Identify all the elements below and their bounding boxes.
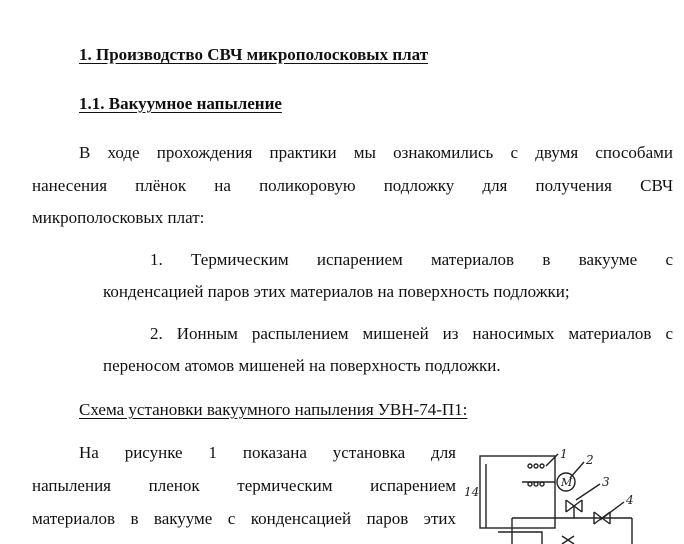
list-item-2-line-2: переносом атомов мишеней на поверхность подложки. bbox=[103, 356, 501, 375]
label-4: 4 bbox=[626, 493, 634, 507]
intro-line-3: микрополосковых плат: bbox=[32, 208, 205, 227]
pipe-1 bbox=[512, 506, 574, 518]
valve-bottom bbox=[562, 536, 574, 544]
scheme-title: Схема установки вакуумного напыления УВН-74-П1: bbox=[79, 400, 468, 419]
body-line-1: На рисунке 1 показана установка для bbox=[79, 443, 456, 462]
heading-1: 1. Производство СВЧ микрополосковых плат bbox=[79, 45, 429, 64]
intro-line-2: нанесения плёнок на поликоровую подложку для получения СВЧ bbox=[32, 176, 673, 195]
heading-1-1: 1.1. Вакуумное напыление bbox=[79, 94, 282, 113]
list-item-1-line-2: конденсацией паров этих материалов на поверхность подложки; bbox=[103, 282, 570, 301]
list-item-1-line-1: 1. Термическим испарением материалов в вакууме с bbox=[150, 250, 673, 269]
motor-label: M bbox=[561, 476, 573, 489]
list-item-2-line-1: 2. Ионным распылением мишеней из наносимых материалов с bbox=[150, 324, 673, 343]
body-line-3: материалов в вакууме с конденсацией паров этих bbox=[32, 509, 456, 528]
body-line-2: напыления пленок термическим испарением bbox=[32, 476, 456, 495]
label-1: 1 bbox=[560, 448, 568, 461]
intro-line-1: В ходе прохождения практики мы ознакомились с двумя способами bbox=[79, 143, 673, 162]
pipe-5 bbox=[498, 532, 542, 544]
diagram-svg bbox=[462, 448, 684, 544]
label-2: 2 bbox=[586, 453, 594, 467]
label-14: 14 bbox=[464, 485, 480, 499]
installation-diagram bbox=[462, 448, 684, 544]
label-3: 3 bbox=[602, 475, 610, 489]
evaporator-top bbox=[528, 464, 544, 468]
leader-3 bbox=[576, 484, 600, 500]
